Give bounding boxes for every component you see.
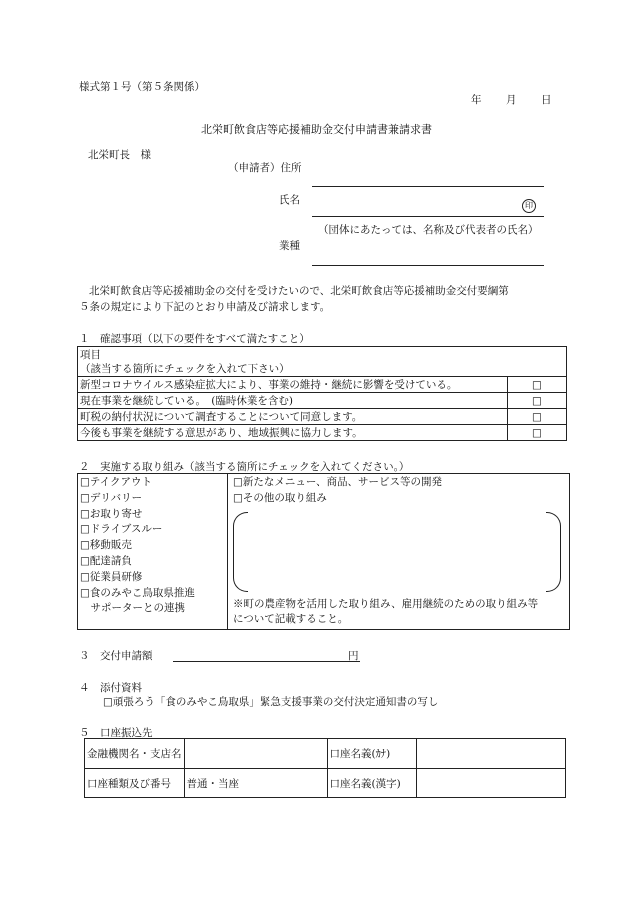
applicant-address-label: （申請者）住所	[228, 162, 302, 174]
requirements-header-row	[78, 347, 567, 377]
initiatives-note-line-2: について記載すること。	[233, 613, 349, 625]
initiative-mobile-sales[interactable]: □移動販売	[80, 539, 132, 552]
address-underline	[312, 186, 544, 187]
section3-heading: ３ 交付申請額	[79, 650, 153, 662]
addressee: 北栄町長 様	[88, 149, 151, 161]
initiatives-left-cell	[78, 474, 228, 630]
requirement-row	[78, 409, 567, 425]
initiative-takeout[interactable]: □テイクアウト	[80, 476, 152, 488]
requirement-text: 新型コロナウイルス感染症拡大により、事業の維持・継続に影響を受けている。	[78, 377, 508, 393]
grant-amount-unit: 円	[348, 650, 359, 662]
account-type-label: 口座種類及び番号	[85, 769, 185, 798]
account-holder-kana-label: 口座名義(ｶﾅ)	[327, 739, 416, 769]
initiatives-table	[77, 473, 570, 630]
requirement-checkbox[interactable]: □	[508, 393, 567, 409]
industry-underline	[312, 265, 544, 266]
requirements-header-cell	[78, 347, 567, 377]
requirement-checkbox[interactable]: □	[508, 409, 567, 425]
bank-name-label: 金融機関名・支店名	[85, 739, 185, 769]
date-month-label: 月	[506, 94, 517, 106]
document-title: 北栄町飲食店等応援補助金交付申請書兼請求書	[201, 123, 432, 136]
group-note: （団体にあたっては、名称及び代表者の氏名）	[318, 224, 539, 236]
intro-line-1: 北栄町飲食店等応援補助金の交付を受けたいので、北栄町飲食店等応援補助金交付要綱第	[89, 285, 509, 297]
requirement-row	[78, 393, 567, 409]
seal-mark-icon: 印	[522, 199, 536, 213]
requirements-header-title: 項目	[80, 349, 101, 361]
initiative-new-menu[interactable]: □新たなメニュー、商品、サービス等の開発	[233, 476, 442, 488]
attachment-item[interactable]: □頑張ろう「食のみやこ鳥取県」緊急支援事業の交付決定通知書の写し	[103, 696, 439, 708]
name-label: 氏名	[279, 194, 300, 206]
account-holder-kanji-label: 口座名義(漢字)	[327, 769, 416, 798]
account-type-value[interactable]: 普通・当座	[184, 769, 327, 798]
initiative-food-capital-promotion[interactable]: □食のみやこ鳥取県推進	[80, 586, 195, 599]
bank-account-table	[84, 738, 566, 798]
form-number: 様式第１号（第５条関係）	[79, 81, 205, 93]
initiatives-right-cell	[228, 474, 570, 630]
date-day-label: 日	[541, 94, 552, 106]
requirement-checkbox[interactable]: □	[508, 425, 567, 441]
account-holder-kana-field[interactable]	[416, 739, 566, 769]
requirement-text: 町税の納付状況について調査することについて同意します。	[78, 409, 508, 425]
intro-line-2: ５条の規定により下記のとおり申請及び請求します。	[79, 301, 331, 313]
section2-heading: ２ 実施する取り組み（該当する箇所にチェックを入れてください。）	[79, 461, 410, 473]
date-year-label: 年	[471, 94, 482, 106]
initiatives-note-line-1: ※町の農産物を活用した取り組み、雇用継続のための取り組み等	[233, 598, 539, 610]
initiative-drive-thru[interactable]: □ドライブスルー	[80, 523, 163, 536]
requirements-table	[77, 346, 567, 441]
initiative-supporter-collaboration: サポーターとの連携	[80, 602, 185, 615]
initiatives-right-options	[233, 475, 442, 507]
initiative-staff-training[interactable]: □従業員研修	[80, 570, 143, 583]
other-details-right-bracket	[546, 512, 561, 592]
initiatives-note	[233, 597, 538, 627]
name-underline	[312, 216, 544, 217]
section1-heading: １ 確認事項（以下の要件をすべて満たすこと）	[79, 333, 310, 345]
requirement-text: 現在事業を継続している。 (臨時休業を含む)	[78, 393, 508, 409]
grant-amount-field[interactable]	[173, 661, 360, 662]
initiative-delivery-contract[interactable]: □配達請負	[80, 554, 132, 567]
initiative-mail-order[interactable]: □お取り寄せ	[80, 507, 143, 520]
requirement-row	[78, 377, 567, 393]
initiative-other[interactable]: □その他の取り組み	[233, 491, 327, 504]
bank-name-field[interactable]	[184, 739, 327, 769]
requirement-row	[78, 425, 567, 441]
industry-label: 業種	[279, 240, 300, 252]
section4-heading: ４ 添付資料	[79, 682, 142, 694]
account-holder-kanji-field[interactable]	[416, 769, 566, 798]
section5-heading: ５ 口座振込先	[79, 727, 153, 739]
initiative-delivery[interactable]: □デリバリー	[80, 491, 143, 504]
requirement-text: 今後も事業を継続する意思があり、地域振興に協力します。	[78, 425, 508, 441]
requirements-header-instruction: （該当する箇所にチェックを入れて下さい）	[80, 363, 290, 375]
other-details-left-bracket	[233, 512, 248, 592]
requirement-checkbox[interactable]: □	[508, 377, 567, 393]
